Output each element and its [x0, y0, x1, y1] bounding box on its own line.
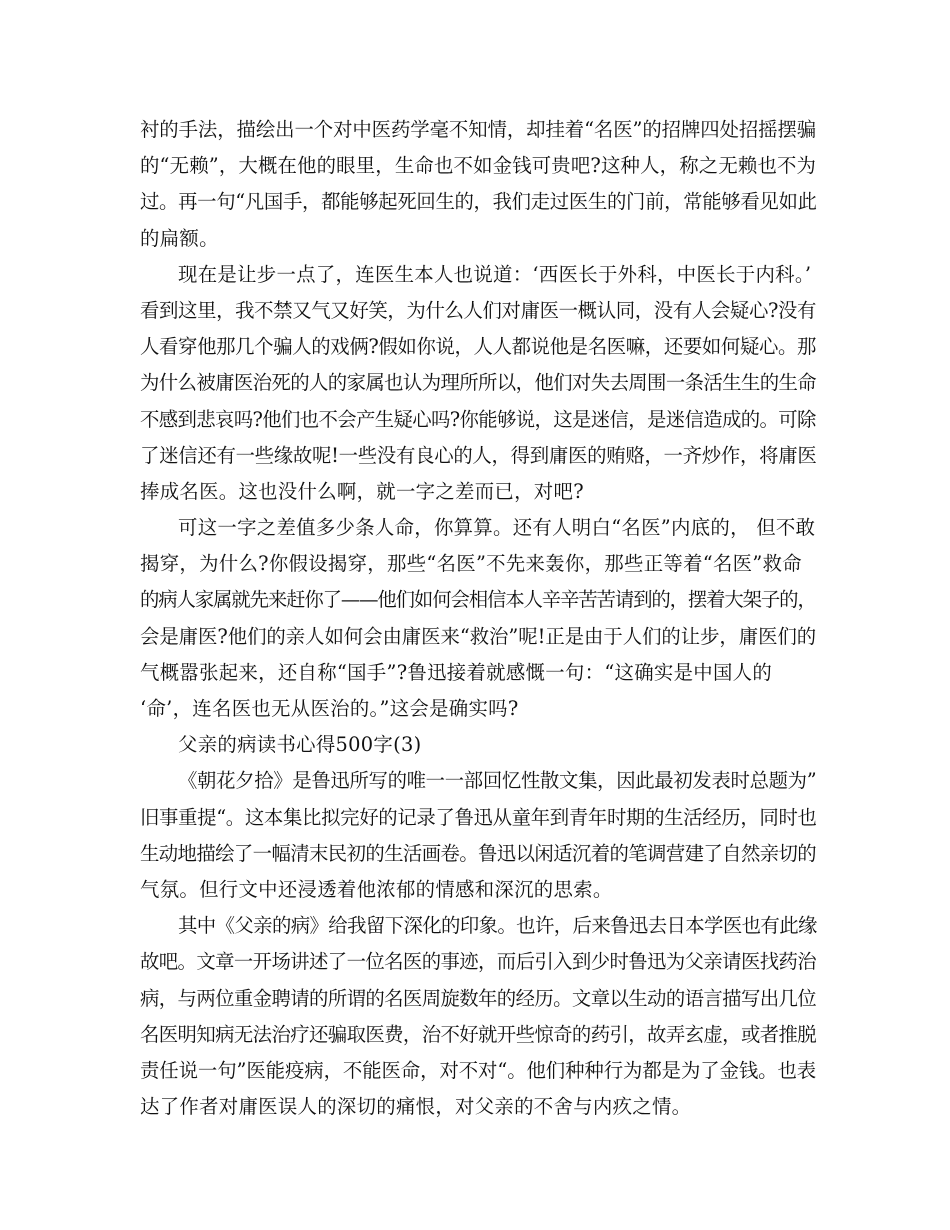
- text-line: 衬的手法，描绘出一个对中医药学毫不知情，却挂着“名医”的招牌四处招摇摆骗: [140, 118, 817, 141]
- text-line: ‘命’，连名医也无从医治的。”这会是确实吗?: [140, 697, 519, 720]
- text-line: 过。再一句“凡国手，都能够起死回生的，我们走过医生的门前，常能够看见如此: [140, 190, 817, 214]
- paragraph-first-line: 其中《父亲的病》给我留下深化的印象。也许，后来鲁迅去日本学医也有此缘: [178, 914, 817, 938]
- text-line: 不感到悲哀吗?他们也不会产生疑心吗?你能够说，这是迷信，是迷信造成的。可除: [140, 407, 816, 431]
- text-line: 看到这里，我不禁又气又好笑，为什么人们对庸医一概认同，没有人会疑心?没有: [140, 298, 817, 322]
- text-line: 人看穿他那几个骗人的戏俩?假如你说，人人都说他是名医嘛，还要如何疑心。那: [140, 335, 817, 359]
- text-line: 为什么被庸医治死的人的家属也认为理所所以，他们对失去周围一条活生生的生命: [140, 371, 817, 395]
- text-line: 病，与两位重金聘请的所谓的名医周旋数年的经历。文章以生动的语言描写出几位: [140, 986, 817, 1010]
- text-line: 会是庸医?他们的亲人如何会由庸医来“救治”呢!正是由于人们的让步，庸医们的: [140, 624, 817, 648]
- text-line: 生动地描绘了一幅清末民初的生活画卷。鲁迅以闲适沉着的笔调营建了自然亲切的: [140, 841, 817, 865]
- text-line: 气氛。但行文中还浸透着他浓郁的情感和深沉的思索。: [140, 877, 613, 901]
- text-line: 的病人家属就先来赶你了——他们如何会相信本人辛辛苦苦请到的，摆着大架子的，: [140, 588, 816, 612]
- document-body: [140, 112, 818, 1125]
- text-line: 揭穿，为什么?你假设揭穿，那些“名医”不先来轰你，那些正等着“名医”救命: [140, 552, 802, 576]
- text-line: 捧成名医。这也没什么啊，就一字之差而已，对吧?: [140, 479, 584, 503]
- text-line: 的扁额。: [140, 226, 219, 250]
- paragraph-first-line: 现在是让步一点了，连医生本人也说道：‘西医长于外科，中医长于内科。’: [178, 262, 812, 286]
- text-line: 名医明知病无法治疗还骗取医费，治不好就开些惊奇的药引，故弄玄虚，或者推脱: [140, 1022, 817, 1046]
- paragraph-first-line: 《朝花夕拾》是鲁迅所写的唯一一部回忆性散文集，因此最初发表时总题为”: [178, 769, 817, 793]
- text-line: 旧事重提“。这本集比拟完好的记录了鲁迅从童年到青年时期的生活经历，同时也: [140, 805, 817, 829]
- text-line: 的“无赖”，大概在他的眼里，生命也不如金钱可贵吧?这种人，称之无赖也不为: [140, 154, 817, 178]
- text-line: 了迷信还有一些缘故呢!一些没有良心的人，得到庸医的贿赂，一齐炒作，将庸医: [140, 443, 817, 467]
- paragraph-first-line: 可这一字之差值多少条人命，你算算。还有人明白“名医”内底的， 但不敢: [178, 516, 816, 540]
- text-line: 达了作者对庸医误人的深切的痛恨，对父亲的不舍与内疚之情。: [140, 1095, 692, 1119]
- section-heading: 父亲的病读书心得500字(3): [178, 733, 422, 757]
- text-line: 责任说一句”医能疫病，不能医命，对不对“。他们种种行为都是为了金钱。也表: [140, 1058, 817, 1082]
- text-line: 故吧。文章一开场讲述了一位名医的事迹，而后引入到少时鲁迅为父亲请医找药治: [140, 950, 817, 974]
- text-line: 气概嚣张起来，还自称“国手”?鲁迅接着就感慨一句：“这确实是中国人的: [140, 660, 773, 684]
